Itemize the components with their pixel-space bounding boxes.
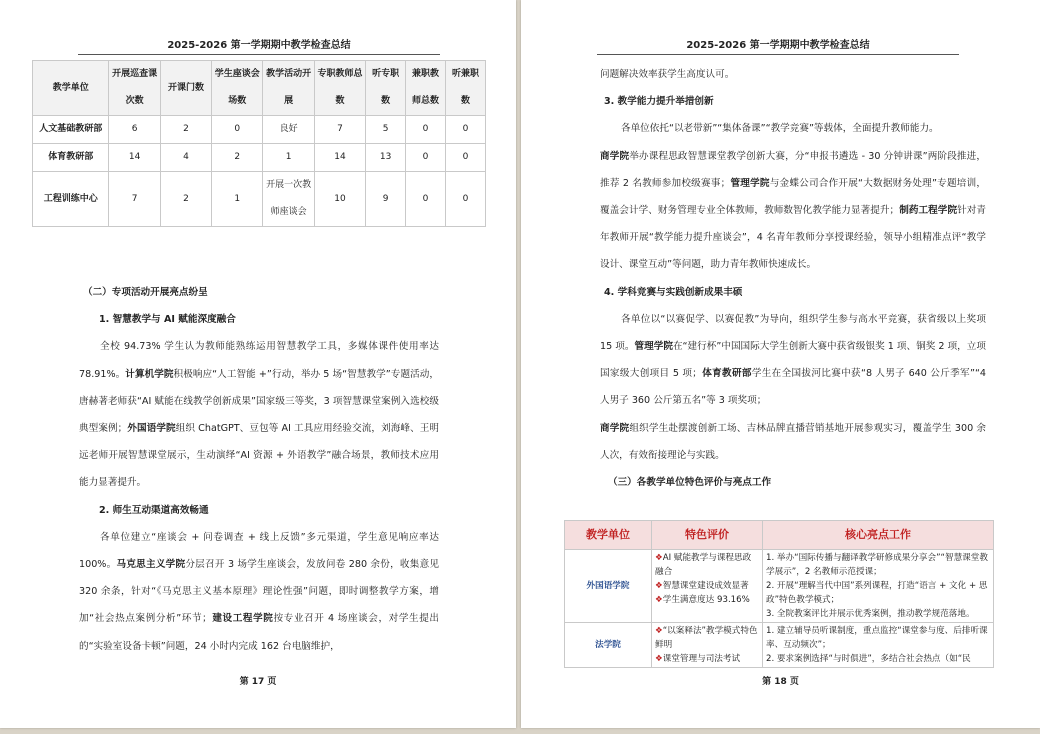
features-cell bbox=[652, 623, 763, 668]
paragraph-text: 按专业召开 4 场座谈会，对学生提出的“实验室设备卡顿”问题，24 小时内完成 162 台电脑维护， bbox=[79, 613, 440, 652]
column-header: 教学单位 bbox=[33, 61, 109, 116]
table-cell: 5 bbox=[366, 116, 406, 144]
feature-text: “以案释法”教学模式特色鲜明 bbox=[655, 626, 758, 650]
highlights-cell bbox=[763, 623, 994, 668]
table-cell: 0 bbox=[446, 144, 486, 172]
column-header: 听兼职数 bbox=[446, 61, 486, 116]
table-cell: 14 bbox=[314, 144, 365, 172]
paragraph-text: 各单位以“以赛促学、以赛促教”为导向，组织学生参与高水平竞赛，获省级以上奖项 15 项。 bbox=[600, 313, 986, 353]
table-cell: 4 bbox=[160, 144, 211, 172]
body-text-left bbox=[79, 279, 439, 660]
feature-item bbox=[655, 579, 759, 593]
table-cell: 1 bbox=[263, 144, 314, 172]
paragraph bbox=[600, 115, 986, 142]
paragraph bbox=[600, 306, 986, 415]
feature-text: 学生满意度达 93.16% bbox=[662, 595, 750, 605]
table-cell: 6 bbox=[109, 116, 160, 144]
feature-item bbox=[655, 593, 759, 607]
highlight-item: 1. 举办“国际传播与翻译教学研修成果分享会”“智慧课堂教学展示”，2 名教师示范授课； bbox=[766, 553, 988, 577]
table-cell: 体育教研部 bbox=[33, 144, 109, 172]
paragraph-text: 举办课程思政智慧课堂教学创新大赛，分“申报书遴选 - 30 分钟讲课”两阶段推进，推荐 2 名教师参加校级赛事； bbox=[600, 150, 987, 189]
feature-item bbox=[655, 624, 759, 652]
table-cell: 7 bbox=[314, 116, 365, 144]
table-row bbox=[33, 144, 486, 172]
feature-evaluation-table bbox=[564, 520, 994, 668]
table-cell: 人文基础教研部 bbox=[33, 116, 109, 144]
college-name: 制药工程学院 bbox=[899, 205, 958, 217]
table-cell: 2 bbox=[160, 172, 211, 227]
features-cell bbox=[652, 550, 763, 623]
highlights-cell bbox=[763, 550, 994, 623]
table-cell: 9 bbox=[366, 172, 406, 227]
table-cell: 0 bbox=[212, 116, 263, 144]
column-header: 听专职数 bbox=[366, 61, 406, 116]
paragraph bbox=[600, 143, 986, 279]
college-name: 商学院 bbox=[600, 150, 630, 162]
paragraph-text: 学生在全国拔河比赛中获“8 人男子 640 公斤季军”“4 人男子 360 公斤第五名”等 3 项奖项； bbox=[600, 368, 987, 407]
table-cell: 13 bbox=[366, 144, 406, 172]
table-row bbox=[565, 550, 994, 623]
body-text-right bbox=[600, 61, 986, 496]
diamond-bullet-icon: ❖ bbox=[655, 553, 663, 563]
college-name: 外国语学院 bbox=[127, 423, 176, 435]
table-cell: 0 bbox=[446, 116, 486, 144]
subsection-heading: 4. 学科竞赛与实践创新成果丰硕 bbox=[604, 286, 743, 298]
paragraph-text: 组织学生赴摆渡创新工场、吉林品牌直播营销基地开展参观实习，覆盖学生 300 余人次，有效衔接理论与实践。 bbox=[600, 422, 986, 461]
column-header: 核心亮点工作 bbox=[763, 521, 994, 550]
table-cell: 10 bbox=[314, 172, 365, 227]
feature-item bbox=[655, 652, 759, 666]
column-header: 开课门数 bbox=[160, 61, 211, 116]
paragraph-text: 在“建行杯”中国国际大学生创新大赛中获省级银奖 1 项、铜奖 2 项，立项国家级大创项目 5 项； bbox=[600, 341, 986, 380]
table-header-row bbox=[33, 61, 486, 116]
table-cell: 1 bbox=[212, 172, 263, 227]
subsection-heading: 2. 师生互动渠道高效畅通 bbox=[99, 504, 209, 516]
highlight-item: 2. 开展“理解当代中国”系列课程，打造“语言 + 文化 + 思政”特色教学模式； bbox=[766, 581, 988, 605]
college-name: 商学院 bbox=[600, 422, 630, 434]
table-cell: 良好 bbox=[263, 116, 314, 144]
diamond-bullet-icon: ❖ bbox=[655, 581, 663, 591]
table-header-row bbox=[565, 521, 994, 550]
table-cell: 7 bbox=[109, 172, 160, 227]
column-header: 开展巡查课次数 bbox=[109, 61, 160, 116]
paragraph bbox=[79, 524, 439, 660]
subsection-heading: 3. 教学能力提升举措创新 bbox=[604, 96, 714, 108]
paragraph-text: 各单位依托“以老带新”“集体备课”“教学竞赛”等载体，全面提升教师能力。 bbox=[621, 123, 939, 135]
table-cell: 0 bbox=[446, 172, 486, 227]
paragraph bbox=[600, 415, 986, 469]
unit-cell: 外国语学院 bbox=[565, 550, 652, 623]
diamond-bullet-icon: ❖ bbox=[655, 595, 663, 605]
column-header: 教学活动开展 bbox=[263, 61, 314, 116]
page-18 bbox=[521, 0, 1040, 728]
table-cell: 0 bbox=[406, 144, 446, 172]
page-header: 2025-2026 第一学期期中教学检查总结 bbox=[78, 36, 440, 55]
paragraph-text: 针对青年教师开展“教学能力提升座谈会”，4 名青年教师分享授课经验，领导小组精准点评“教学设计、课堂互动”等问题，助力青年教师快速成长。 bbox=[600, 205, 987, 271]
paragraph-text: 分层召开 3 场学生座谈会，发放问卷 280 余份，收集意见 320 余条，针对“《马克思主义基本原理》理论性强”问题，即时调整教学方案，增加“社会热点案例分析”环节； bbox=[79, 559, 439, 625]
paragraph-text: 积极响应“人工智能 +”行动，举办 5 场“智慧教学”专题活动，唐赫著老师获“AI 赋能在线教学创新成果”国家级三等奖，3 项智慧课堂案例入选校级典型案例； bbox=[79, 368, 439, 435]
column-header: 专职教师总数 bbox=[314, 61, 365, 116]
page-17 bbox=[0, 0, 516, 728]
table-row bbox=[33, 116, 486, 144]
inspection-stats-table bbox=[32, 60, 486, 227]
paragraph-text: 全校 94.73% 学生认为教师能熟练运用智慧教学工具，多媒体课件使用率达 78.91%。 bbox=[79, 341, 439, 380]
table-cell: 工程训练中心 bbox=[33, 172, 109, 227]
paragraph-text: 与金蝶公司合作开展“大数据财务处理”专题培训，覆盖会计学、财务管理专业全体教师，教师数智化教学能力显著提升； bbox=[600, 177, 986, 217]
table-cell: 0 bbox=[406, 116, 446, 144]
table-row bbox=[565, 623, 994, 668]
highlight-item: 2. 要求案例选择“与时俱进”，多结合社会热点（如“民 bbox=[766, 654, 971, 664]
highlight-item: 1. 建立辅导员听课制度，重点监控“课堂参与度、后排听课率、互动频次”； bbox=[766, 626, 988, 650]
paragraph-text: 各单位建立“座谈会 + 问卷调查 + 线上反馈”多元渠道，学生意见响应率达 100%。 bbox=[79, 531, 439, 571]
paragraph bbox=[79, 333, 439, 496]
college-name: 计算机学院 bbox=[125, 368, 174, 380]
college-name: 管理学院 bbox=[634, 341, 673, 353]
diamond-bullet-icon: ❖ bbox=[655, 654, 663, 664]
feature-text: 课堂管理与司法考试 bbox=[662, 654, 741, 664]
college-name: 管理学院 bbox=[730, 177, 770, 189]
column-header: 兼职教师总数 bbox=[406, 61, 446, 116]
section-heading: （二）专项活动开展亮点纷呈 bbox=[83, 287, 208, 298]
column-header: 特色评价 bbox=[652, 521, 763, 550]
table-cell: 14 bbox=[109, 144, 160, 172]
feature-text: AI 赋能教学与课程思政融合 bbox=[655, 553, 752, 577]
table-cell: 2 bbox=[212, 144, 263, 172]
paragraph-text: 组织 ChatGPT、豆包等 AI 工具应用经验交流，刘海峰、王明远老师开展智慧课堂展示，生动演绎“AI 资源 + 外语教学”融合场景，教师技术应用能力显著提升。 bbox=[79, 423, 440, 489]
feature-item bbox=[655, 551, 759, 579]
table-cell: 2 bbox=[160, 116, 211, 144]
feature-text: 智慧课堂建设成效显著 bbox=[662, 581, 749, 591]
subsection-heading: 1. 智慧教学与 AI 赋能深度融合 bbox=[99, 314, 236, 326]
table-cell: 开展一次教师座谈会 bbox=[263, 172, 314, 227]
college-name: 体育教研部 bbox=[701, 368, 752, 380]
column-header: 学生座谈会场数 bbox=[212, 61, 263, 116]
page-header: 2025-2026 第一学期期中教学检查总结 bbox=[597, 36, 959, 55]
diamond-bullet-icon: ❖ bbox=[655, 626, 663, 636]
unit-cell: 法学院 bbox=[565, 623, 652, 668]
page-number: 第 17 页 bbox=[239, 677, 277, 687]
table-row bbox=[33, 172, 486, 227]
college-name: 建设工程学院 bbox=[211, 613, 274, 625]
page-number: 第 18 页 bbox=[762, 677, 799, 687]
college-name: 马克思主义学院 bbox=[116, 559, 186, 571]
column-header: 教学单位 bbox=[565, 521, 652, 550]
section-heading: （三）各教学单位特色评价与亮点工作 bbox=[608, 477, 772, 489]
paragraph-continuation: 问题解决效率获学生高度认可。 bbox=[600, 69, 735, 80]
table-cell: 0 bbox=[406, 172, 446, 227]
highlight-item: 3. 全院教案评比并展示优秀案例，推动教学规范落地。 bbox=[766, 609, 975, 619]
